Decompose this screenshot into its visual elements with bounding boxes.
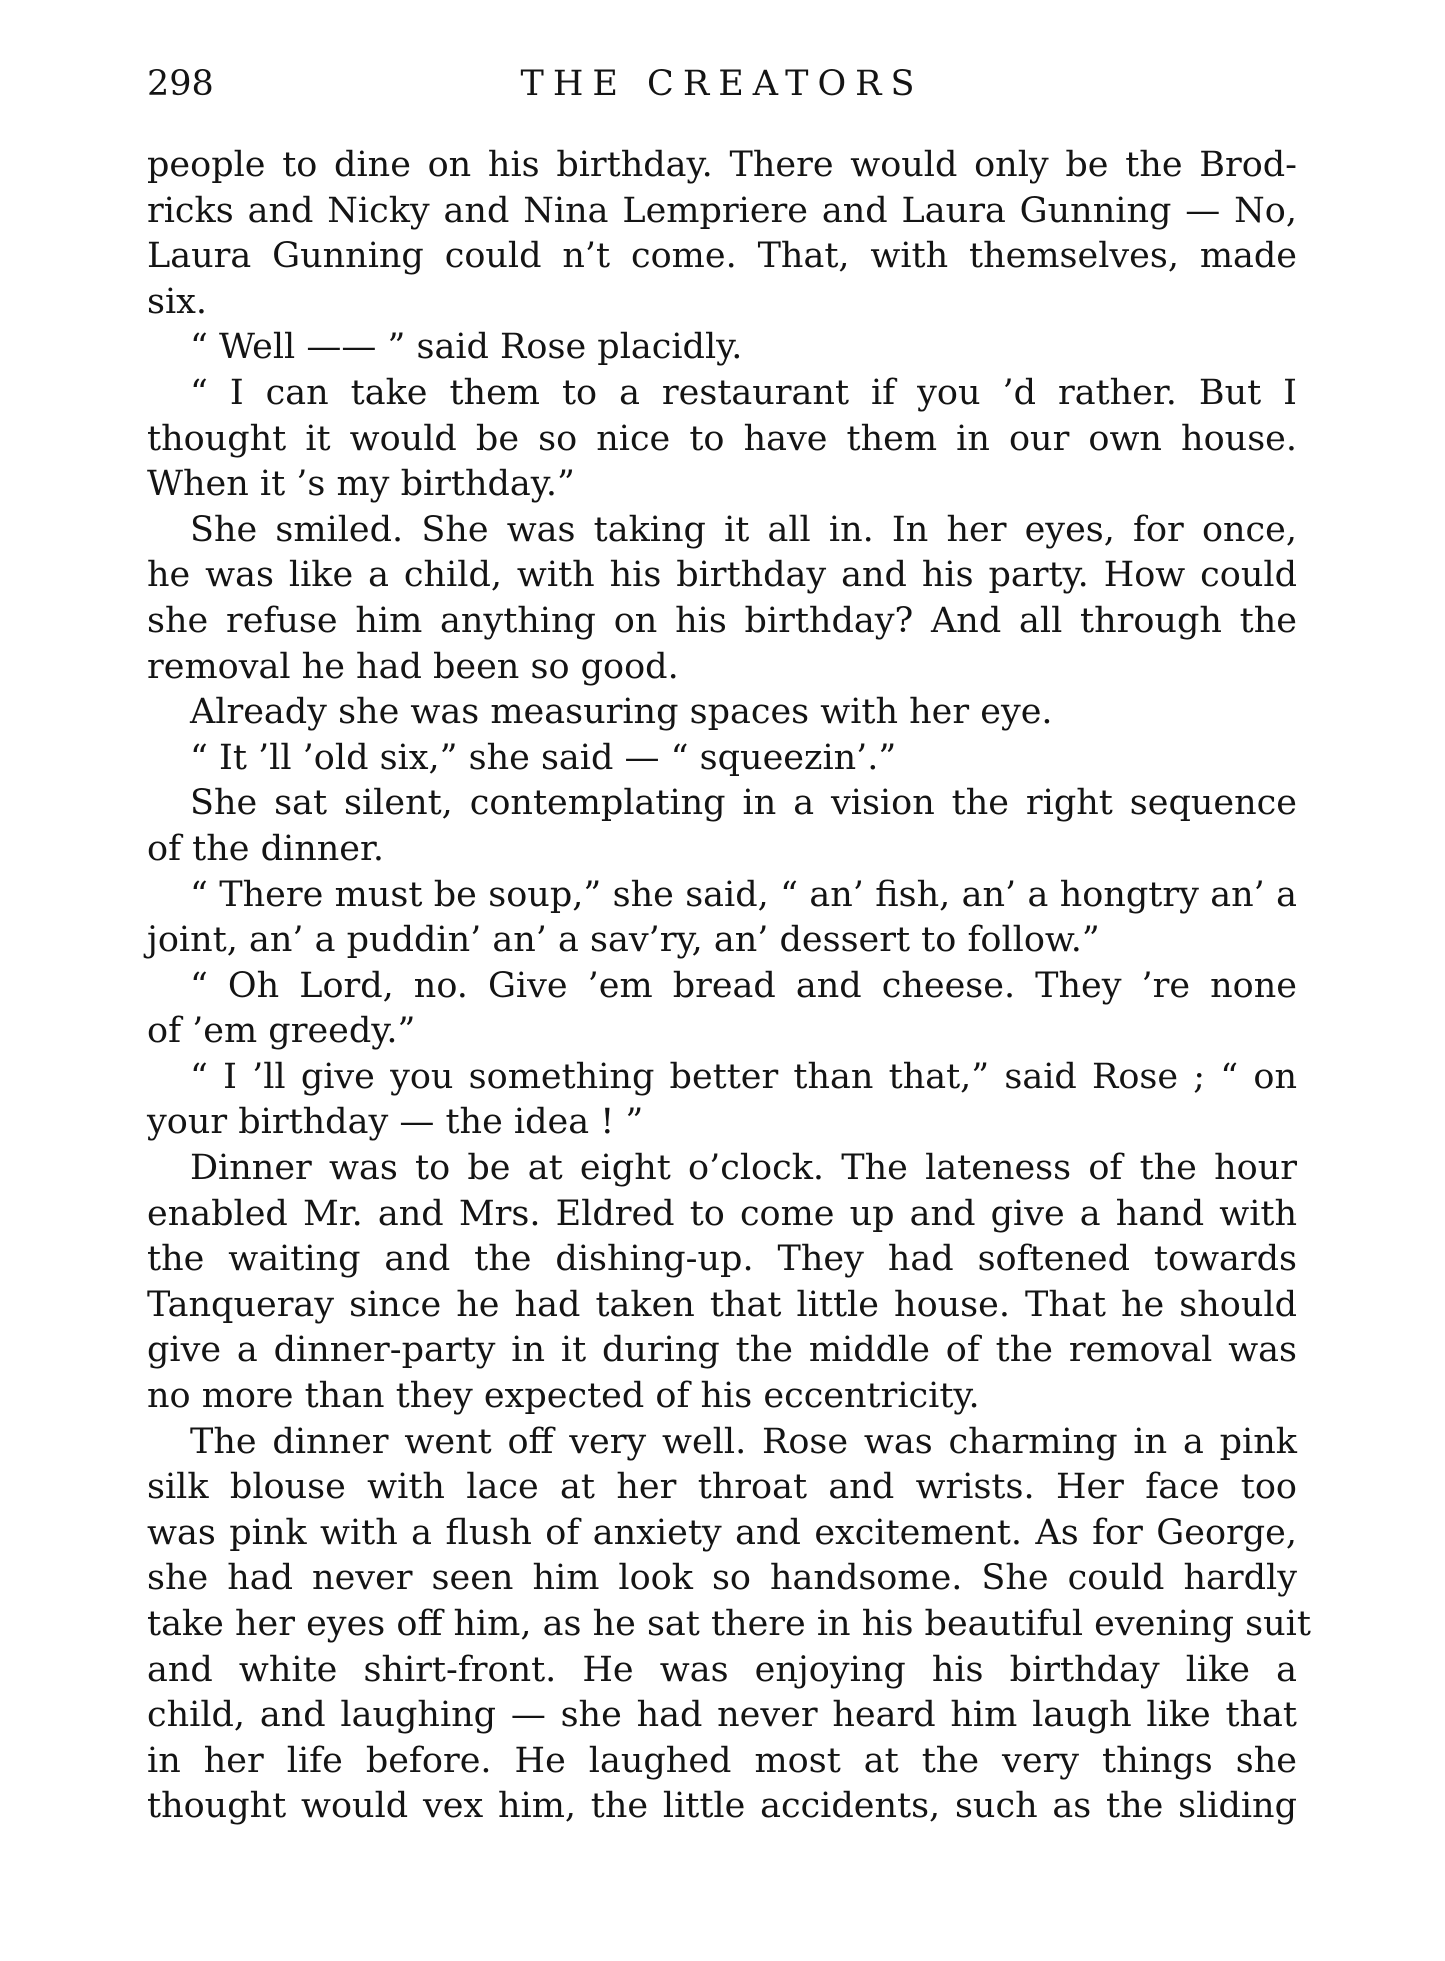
running-title: THE CREATORS	[520, 64, 924, 104]
text-line: of ’em greedy.”	[147, 1011, 416, 1052]
text-line: “ Well —— ” said Rose placidly.	[190, 327, 743, 368]
text-line: in her life before. He laughed most at the very things she	[147, 1740, 1297, 1781]
text-line: silk blouse with lace at her throat and wrists. Her face too	[147, 1467, 1297, 1508]
text-line: she had never seen him look so handsome. She could hardly	[147, 1558, 1297, 1599]
text-line: enabled Mr. and Mrs. Eldred to come up and give a hand with	[147, 1193, 1297, 1234]
text-line: Tanqueray since he had taken that little house. That he should	[147, 1284, 1297, 1325]
text-line: take her eyes off him, as he sat there in his beautiful evening suit	[147, 1604, 1311, 1644]
text-line: ricks and Nicky and Nina Lempriere and Laura Gunning — No,	[147, 190, 1297, 231]
text-line: the waiting and the dishing-up. They had softened towards	[147, 1239, 1297, 1280]
text-line: removal he had been so good.	[147, 646, 679, 687]
text-line: no more than they expected of his eccentricity.	[147, 1376, 980, 1417]
page-number: 298	[147, 64, 214, 104]
text-line: child, and laughing — she had never heard him laugh like that	[147, 1695, 1297, 1736]
text-line: six.	[147, 281, 208, 322]
text-line: she refuse him anything on his birthday? And all through the	[147, 600, 1297, 641]
text-line: of the dinner.	[147, 828, 385, 869]
text-line: give a dinner-party in it during the middle of the removal was	[147, 1330, 1297, 1371]
text-line: thought would vex him, the little accidents, such as the sliding	[147, 1786, 1297, 1827]
body-text	[147, 143, 1311, 1830]
text-line: joint, an’ a puddin’ an’ a sav’ry, an’ dessert to follow.”	[147, 920, 1100, 961]
text-line: people to dine on his birthday. There would only be the Brod-	[147, 145, 1297, 185]
text-line: When it ’s my birthday.”	[147, 464, 575, 505]
text-line: Dinner was to be at eight o’clock. The lateness of the hour	[190, 1148, 1297, 1189]
text-line: “ Oh Lord, no. Give ’em bread and cheese. They ’re none	[190, 965, 1297, 1006]
text-line: thought it would be so nice to have them in our own house.	[147, 418, 1297, 459]
text-line: She sat silent, contemplating in a vision the right sequence	[190, 783, 1297, 824]
text-line: “ I can take them to a restaurant if you ’d rather. But I	[190, 372, 1297, 413]
text-line: She smiled. She was taking it all in. In her eyes, for once,	[190, 509, 1297, 550]
text-line: “ There must be soup,” she said, “ an’ fish, an’ a hongtry an’ a	[190, 874, 1297, 915]
text-line: Laura Gunning could n’t come. That, with themselves, made	[147, 236, 1297, 277]
text-line: Already she was measuring spaces with her eye.	[190, 692, 1053, 733]
text-line: The dinner went off very well. Rose was charming in a pink	[190, 1421, 1297, 1462]
text-line: your birthday — the idea ! ”	[147, 1102, 644, 1143]
text-line: “ I ’ll give you something better than that,” said Rose ; “ on	[190, 1056, 1297, 1097]
text-line: “ It ’ll ’old six,” she said — “ squeezin’.”	[190, 737, 897, 778]
text-line: was pink with a flush of anxiety and excitement. As for George,	[147, 1512, 1297, 1553]
text-line: and white shirt-front. He was enjoying his birthday like a	[147, 1649, 1297, 1690]
text-line: he was like a child, with his birthday and his party. How could	[147, 555, 1297, 596]
running-head	[147, 64, 1297, 114]
